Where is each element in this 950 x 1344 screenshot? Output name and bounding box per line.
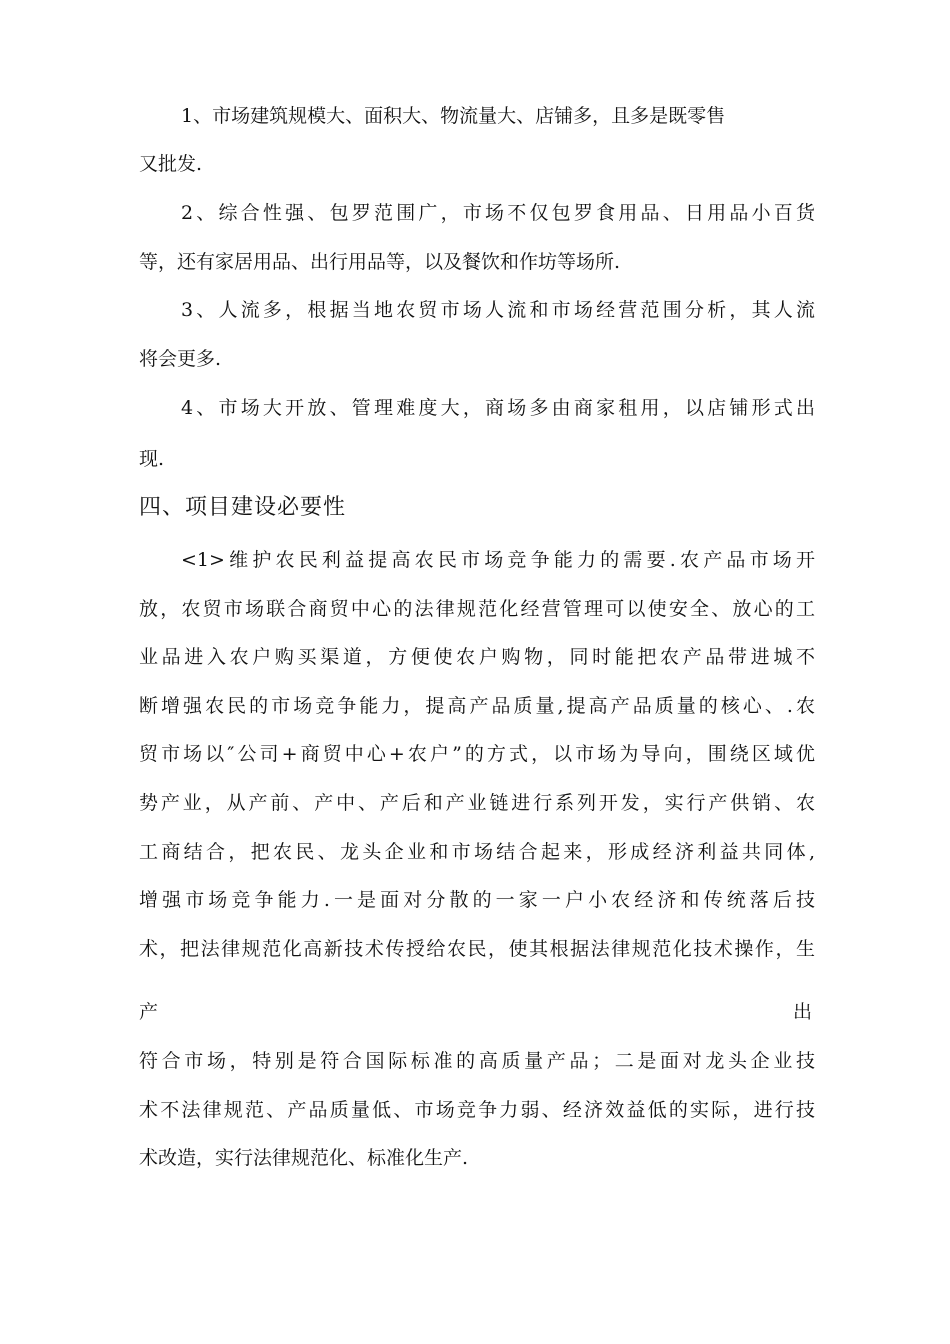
paragraph-3-line-2: 将会更多.	[139, 348, 222, 370]
paragraph-5-line-1: <1>维护农民利益提高农民市场竞争能力的需要.农产品市场开	[181, 549, 815, 571]
paragraph-5-line-11: 符合市场，特别是符合国际标准的高质量产品；二是面对龙头企业技	[139, 1050, 815, 1072]
paragraph-5-line-7: 工商结合，把农民、龙头企业和市场结合起来，形成经济利益共同体,	[139, 841, 815, 863]
paragraph-4-line-1: 4、市场大开放、管理难度大，商场多由商家租用，以店铺形式出	[181, 397, 815, 419]
paragraph-2-line-1: 2、综合性强、包罗范围广，市场不仅包罗食用品、日用品小百货	[181, 202, 815, 224]
paragraph-5-line-2: 放，农贸市场联合商贸中心的法律规范化经营管理可以使安全、放心的工	[139, 598, 815, 620]
section-heading: 四、项目建设必要性	[139, 495, 347, 520]
paragraph-5-line-6: 势产业，从产前、产中、产后和产业链进行系列开发，实行产供销、农	[139, 792, 815, 814]
paragraph-4-line-2: 现.	[139, 448, 165, 470]
paragraph-5-line-4: 断增强农民的市场竞争能力，提高产品质量,提高产品质量的核心、.农	[139, 695, 815, 717]
paragraph-5-line-10-end: 出	[793, 1001, 813, 1023]
paragraph-3-line-1: 3、人流多，根据当地农贸市场人流和市场经营范围分析，其人流	[181, 299, 815, 321]
paragraph-5-line-13: 术改造，实行法律规范化、标准化生产.	[139, 1147, 469, 1169]
paragraph-1-line-1: 1、市场建筑规模大、面积大、物流量大、店铺多，且多是既零售	[181, 105, 726, 127]
paragraph-5-line-10-start: 产	[139, 1001, 159, 1023]
paragraph-1-line-2: 又批发.	[139, 153, 203, 175]
paragraph-5-line-3: 业品进入农户购买渠道，方便使农户购物，同时能把农产品带进城不	[139, 646, 815, 668]
paragraph-5-line-12: 术不法律规范、产品质量低、市场竞争力弱、经济效益低的实际，进行技	[139, 1099, 815, 1121]
paragraph-2-line-2: 等，还有家居用品、出行用品等，以及餐饮和作坊等场所.	[139, 251, 621, 273]
paragraph-5-line-8: 增强市场竞争能力.一是面对分散的一家一户小农经济和传统落后技	[139, 889, 815, 911]
paragraph-5-line-5: 贸市场以″公司+商贸中心+农户”的方式，以市场为导向，围绕区域优	[139, 743, 815, 765]
paragraph-5-line-9: 术，把法律规范化高新技术传授给农民，使其根据法律规范化技术操作，生	[139, 938, 815, 960]
